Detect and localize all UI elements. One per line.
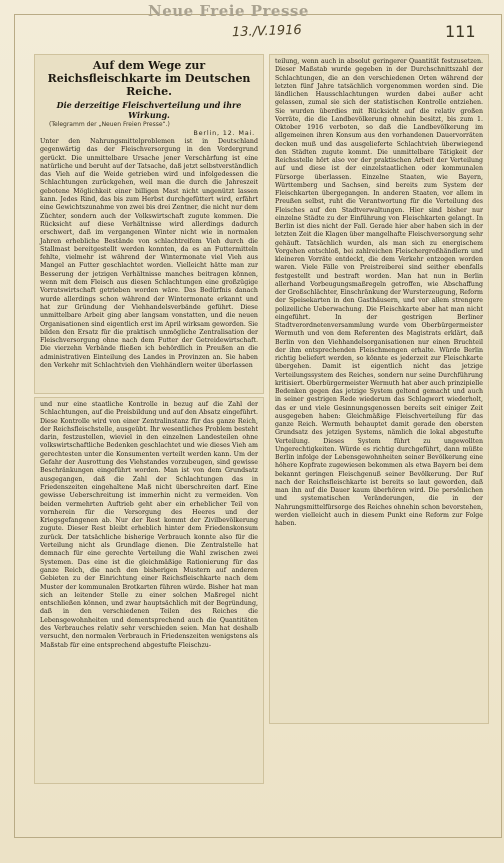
- handwritten-date: 13./V.1916: [231, 22, 302, 41]
- article-dateline: Berlin, 12. Mai.: [193, 129, 255, 137]
- clipping-column-2: [35, 398, 263, 783]
- article-subtitle: Die derzeitige Fleischverteilung und ihre Wirkung.: [56, 100, 242, 120]
- newspaper-masthead: Neue Freie Presse: [148, 2, 309, 20]
- page-number: 111: [445, 22, 476, 41]
- clipping-edge: [270, 711, 488, 723]
- article-body-part-2: und nur eine staatliche Kontrolle in bezug auf die Zahl der Schlachtungen, auf die Preisbildung und auf den Absatz eingeführt. Diese Kontrolle wird von einer Zentralinstanz für das ganze Reich, der Reichsfleischstelle, ausgeübt. Ihr wesentliches Problem besteht darin, festzustellen, wieviel in den einzelnen Landesteilen ohne volkswirtschaftliche Bedenken geschlachtet und wie dieses Vieh am gerechtesten unter die Konsumenten verteilt werden kann. Um der Gefahr der Ausrottung des Viehstandes vorzubeugen, sind gewisse Beschränkungen eingeführt worden. Man ist von dem Grundsatz ausgegangen, daß die Zahl der Schlachtungen das in Friedenszeiten eingehaltene Maß nicht überschreiten darf. Eine gewisse Ueberschreitung ist immerhin nicht zu vermeiden. Von beiden vermehrten Auftrieb geht aber ein erheblicher Teil von vornherein für die Versorgung des Heeres und der Kriegsgefangenen ab. Nur der Rest kommt der Zivilbevölkerung zugute. Dieser Rest bleibt erheblich hinter dem Friedenskonsum zurück. Der tatsächliche bisherige Verbrauch konnte also für die Verteilung nicht als Grundlage dienen. Die Zentralstelle hat demnach für eine gerechte Verteilung die Wahl zwischen zwei Systemen. Das eine ist die gleichmäßige Rationierung für das ganze Reich, die nach den bisherigen Mustern auf anderen Gebieten zu der Einrichtung einer Reichsfleischkarte nach dem Muster der kommunalen Brotkarten führen würde. Bisher hat man sich an leitender Stelle zu einer solchen Maßregel nicht entschließen können, und zwar hauptsächlich mit der Begründung, daß in den verschiedenen Teilen des Reiches die Lebensgewohnheiten und dementsprechend auch die Quantitäten des Verbrauches relativ sehr verschieden seien. Man hat deshalb versucht, den normalen Verbrauch in Friedenszeiten wenigstens als Maßstab für eine entsprechend abgestufte Fleischzu-: [40, 401, 258, 649]
- clipping-column-1: [35, 55, 263, 393]
- article-body-part-3: teilung, wenn auch in absolut geringerer Quantität festzusetzen. Dieser Maßstab wurde gegeben in der Durchschnittszahl der Schlachtungen, die an den verschiedenen Orten während der letzten fünf Jahre tatsächlich vorgenommen worden sind. Die ländlichen Hausschlachtungen wurden dabei außer acht gelassen, zumal sie sich der statistischen Kontrolle entziehen. Sie wurden überdies mit Rücksicht auf die relativ großen Vorräte, die die Landbevölkerung ohnehin besitzt, bis zum 1. Oktober 1916 verboten, so daß die Landbevölkerung im allgemeinen ihren Konsum aus den vorhandenen Dauervorräten decken muß und das ausgelieferte Schlachtvieh überwiegend den Städten zugute kommt. Die unmittelbare Tätigkeit der Reichsstelle hört also vor der praktischen Arbeit der Verteilung auf und diese ist der einzelstaatlichen oder kommunalen Fürsorge überlassen. Einzelne Staaten, wie Bayern, Württemberg und Sachsen, sind bereits zum System der Fleischkarten übergegangen. In anderen Staaten, vor allem in Preußen selbst, ruht die Verantwortung für die Verteilung des Fleisches auf den Stadtverwaltungen. Hier sind bisher nur einzelne Städte zu der Einführung von Fleischkarten gelangt. In Berlin ist dies nicht der Fall. Gerade hier aber haben sich in der letzten Zeit die Klagen über mangelhafte Fleischversorgung sehr gehäuft. Tatsächlich wurden, als man sich zu energischem Vorgehen entschloß, bei zahlreichen Fleischergroßhändlern und kleineren Vorräte entdeckt, die dem Verkehr entzogen worden waren. Viele Fälle von Preistreiberei sind seither ebenfalls festgestellt und bestraft worden. Man hat nun in Berlin allerhand Vorbeugungsmaßregeln getroffen, wie Abschaffung der Großschlächter, Einschränkung der Wursterzeugung, Reform der Speisekarten in den Gasthäusern, und vor allem strengere polizeiliche Ueberwachung. Die Fleischkarte aber hat man nicht eingeführt. In der gestrigen Berliner Stadtverordnetenversammlung wurde vom Oberbürgermeister Wermuth und von dem Referenten des Magistrats erklärt, daß Berlin von den Viehhandelsorganisationen nur einen Bruchteil der ihm entsprechenden Fleischmengen erhalte. Würde Berlin richtig beliefert werden, so könnte es jederzeit zur Fleischkarte übergehen. Damit ist eigentlich nicht das jetzige Verteilungssystem des Reiches, sondern nur seine Durchführung kritisiert. Oberbürgermeister Wermuth hat aber auch prinzipielle Bedenken gegen das jetzige System geltend gemacht und auch in seiner gestrigen Rede wiederum das Schlagwort wiederholt, das er und viele Gesinnungsgenossen bereits seit einiger Zeit ausgegeben haben: Gleichmäßige Fleischverteilung für das ganze Reich. Wermuth behauptet damit gerade den obersten Grundsatz des jetzigen Systems, nämlich die lokal abgestufte Verteilung. Dieses System führt zu ungewollten Ungerechtigkeiten. Würde es richtig durchgeführt, dann müßte Berlin infolge der Lebensgewohnheiten seiner Bevölkerung eine höhere Kopfrate zugewiesen bekommen als etwa Bayern bei dem bekannt geringen Fleischgenuß seiner Bevölkerung. Der Ruf nach der Reichsfleischkarte ist bereits so laut geworden, daß man ihn auf die Dauer kaum überhören wird. Die persönlichen und systematischen Veränderungen, die in der Nahrungsmittelfürsorge des Reiches ohnehin schon bevorstehen, werden vielleicht auch in diesem Punkt eine Reform zur Folge haben.: [275, 58, 483, 527]
- clipping-column-3: [270, 55, 488, 723]
- clipping-edge: [35, 771, 263, 783]
- clipping-edge: [35, 381, 263, 393]
- article-title: Auf dem Wege zur Reichsfleischkarte im Deutschen Reiche.: [47, 59, 251, 98]
- article-source: (Telegramm der „Neuen Freien Presse“.): [49, 121, 170, 128]
- article-body-part-1: Unter den Nahrungsmittelproblemen ist in Deutschland gegenwärtig das der Fleischversorgung in den Vordergrund gerückt. Die unmittelbare Ursache jener Verschärfung ist eine natürliche und beruht auf der Tatsache, daß jetzt selbstverständlich das Vieh auf die Weide getrieben wird und infolgedessen die Schlachtungen zurückgehen, weil man die durch die Jahreszeit gebotene Möglichkeit einer billigen Mast nicht ungenützt lassen kann. Jedes Rind, das bis zum Herbst durchgefüttert wird, erfährt eine Gewichtszunahme von zwei bis drei Zentner, die nicht nur dem Züchter, sondern auch der Volkswirtschaft zugute kommen. Die Rücksicht auf diese Verhältnisse wird allerdings dadurch erschwert, daß im vergangenen Winter nicht wie in normalen Jahren erhebliche Bestände von schlachtreifem Vieh durch die Stallmast bereitgestellt werden konnten, da es an Futtermitteln fehlte, vielmehr ist während der Wintermonate viel Vieh aus Mangel an Futter geschlachtet worden. Vielleicht hätte man zur Besserung der jetzigen Verhältnisse manches beitragen können, wenn mit dem Fleisch aus diesen Schlachtungen eine großzügige Vorratswirtschaft getrieben worden wäre. Das Bedürfnis danach wurde allerdings schon während der Wintermonate erkannt und hat zur Gründung der Viehhandelsverbände geführt. Diese unmittelbare Arbeit ging aber langsam vonstatten, und die neuen Organisationen sind eigentlich erst im April wirksam geworden. Sie bilden den Ersatz für die praktisch unmögliche Zentralisation der Fleischversorgung ohne nach dem Futter der Getreidewirtschaft. Die vierzehn Verbände fließen ich behördlich in Preußen an die administrativen Einteilung des Landes in Provinzen an. Sie haben den Verkehr mit Schlachtvieh den Viehhändlern weiter überlassen: [40, 138, 258, 370]
